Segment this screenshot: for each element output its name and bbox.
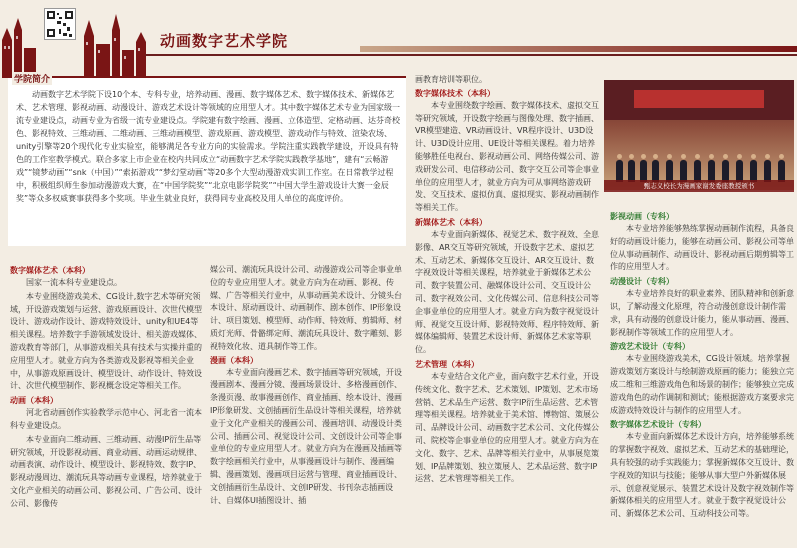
section-heading: 数字媒体艺术（本科）	[10, 266, 90, 275]
section-paragraph: 媒公司、潮流玩具设计公司、动漫游戏公司等企事业单位的专业应用型人才。就业方向为在动画、影视、传媒、广告等相关行业中，从事动画美术设计、分镜头台本设计、原动画设计、动画制作、剧本创作、IP形象设计、项目策划、模型师、动作师、特效师、剪辑师、材质灯光师、骨骼绑定师、潮流玩具设计、数字雕刻、影视特效化妆、道具制作等工作。	[210, 265, 402, 351]
campus-skyline-illustration	[0, 0, 160, 78]
section-heading: 数字媒体艺术设计（专科）	[610, 420, 706, 430]
column-1	[10, 264, 202, 512]
section-heading: 数字媒体技术（本科）	[415, 88, 495, 98]
ceremony-photo	[604, 80, 794, 190]
section-paragraph: 本专业围绕游戏美术，CG设计领域。培养掌握游戏策划方案设计与绘制游戏原画的能力；能独立完成二维和三维游戏角色和场景的制作；能够独立完成游戏角色的动作调制和测试；能根据游戏方案要求完成游戏特效设计与制作的应用型人才。	[610, 354, 794, 415]
section-paragraph: 河北省动画创作实验教学示范中心、河北省一流本科专业建设点。	[10, 408, 202, 430]
column-4	[610, 210, 794, 522]
section-paragraph: 本专业面向新媒体、视觉艺术、数字视效、全息影像、AR交互等研究领域，开设数字艺术、虚拟艺术、互动艺术、新媒体交互设计、AR交互设计、数字视效设计等相关课程，培养就业于新媒体艺术公司、数字装置公司、融媒体设计公司、交互设计公司、数字视效公司、文化传媒公司、信息科技公司等企事业单位的应用型人才。就业方向为数字视觉设计师、视觉交互设计师、影视特效师、程序特效师、新媒体编辑师、装置艺术设计师、新媒体艺术家等职位。	[415, 229, 599, 355]
section-heading: 漫画（本科）	[210, 355, 258, 365]
photo-caption: 甄志义校长为漫画家谢发委座教授颁书	[604, 180, 794, 192]
page-header	[0, 0, 797, 78]
intro-text: 动画数字艺术学院下设10个本、专科专业，培养动画、漫画、数字媒体艺术、数字媒体技术、新媒体艺术、艺术管理、影视动画、动漫设计、游戏艺术设计等领域的应用型人才。其中数字媒体艺术专业为国家级一流专业建设点，动画专业为省级一流专业建设点。学院建有数字绘画、漫画、立体造型、定格动画、达芬奇校色、影视特效、三维动画、二维动画、三维动画模型、游戏原画、游戏模型、游戏动作与特效、渲染农场、unity引擎等20个现代化专业实验室，能够满足各专业方向的实验需求。学院注重实践教学建设，开设具有特色的工作室教学模式。联合多家上市企业在校内共同成立“动画数字艺术学院实践教学基地”，建有“云畅游戏”“镜梦动画”“snk（中国）”“索拓游戏”“梦幻堂动画”等20多个大型动漫游戏实训工作室。在日常教学过程中，积极组织师生参加动漫游戏大赛，在“中国学院奖”“北京电影学院奖”“中国大学生游戏设计大赛一金辰奖”等众多权威赛事获得多个奖项。毕业生就业良好，获得同专业高校及用人单位的高度评价。	[16, 90, 400, 203]
section-paragraph: 国家一流本科专业建设点。	[26, 278, 122, 287]
section-paragraph: 画教育培训等职位。	[415, 75, 487, 84]
header-decor-bar	[360, 46, 797, 52]
section-heading: 艺术管理（本科）	[415, 359, 479, 369]
page-title: 动画数字艺术学院	[160, 32, 289, 50]
section-paragraph: 本专业面向漫画艺术、数字插画等研究领域，开设漫画剧本、漫画分镜、漫画场景设计、多格漫画创作、条漫页漫、故事漫画创作、商业插画、绘本设计、漫画IP形象研发、文创插画衍生品设计等相关课程，培养就业于文化产业相关的漫画公司、漫画培训、动漫设计类公司、插画公司、视觉设计公司、文创设计公司等企事业单位的专业应用型人才。就业方向为在漫画及插画等数字绘画相关行业中，从事漫画设计与制作、漫画编辑、漫画策划、漫画项目运营与管理、商业插画设计、文创插画衍生品设计、文创IP研发、书刊杂志插画设计、自媒体UI插图设计、插	[210, 367, 402, 505]
section-paragraph: 本专业培养良好的职业素养、团队精神和创新意识，了解动漫文化原理，符合动漫创意设计制作需求，具有动漫的创意设计能力，能从事动画、漫画、影视制作等领域工作的应用型人才。	[610, 289, 794, 337]
section-heading: 游戏艺术设计（专科）	[610, 342, 690, 352]
section-paragraph: 本专业培养能够熟练掌握动画制作流程，具备良好的动画设计能力，能够在动画公司、影视公司等单位从事动画制作、动画设计、影视动画后期剪辑等工作的应用型人才。	[610, 224, 794, 272]
section-paragraph: 本专业面向新媒体艺术设计方向，培养能够系统的掌握数字视效、虚拟艺术、互动艺术的基础理论，具有较强的动手实践能力；掌握新媒体交互设计、数字视效的知识与技能；能够从事大型户外新媒体展示、创意视觉展示、装置艺术设计及数字视效制作等新媒体相关的应用型人才。就业于数字视觉设计公司、新媒体艺术公司、互动科技公司等。	[610, 432, 794, 519]
section-paragraph: 本专业面向二维动画、三维动画、动漫IP衍生品等研究领域，开设影视动画、商业动画、动画运动规律、动画表演、动作设计、模型设计、影视特效、数字IP、影视动漫周边、潮流玩具等动画专业课程，培养就业于文化产业相关的动画公司、影视公司、广告公司、设计公司、影像传	[10, 434, 202, 508]
section-paragraph: 本专业围绕数字绘画、数字媒体技术、虚拟交互等研究领域，开设数字绘画与图像处理、数字插画、VR模型建造、VR动画设计、VR程序设计、U3D设计、U3D设计应用、UE设计等相关课程。着力培养能够胜任电视台、影视动画公司、网络传媒公司、游戏研发公司、电信移动公司、数字交互公司等企事业单位的应用型人才，就业方向为可从事网络游戏研发、交互技术、虚拟仿真、虚拟现实、影视动画制作等相关工作。	[415, 100, 599, 213]
column-2	[210, 264, 406, 508]
column-3	[415, 74, 601, 487]
intro-heading: 学院简介	[12, 72, 52, 85]
section-heading: 新媒体艺术（本科）	[415, 217, 487, 227]
section-heading: 影视动画（专科）	[610, 212, 674, 221]
section-heading: 动漫设计（专科）	[610, 277, 674, 287]
section-paragraph: 本专业围绕游戏美术、CG设计,数字艺术等研究领域，开设游戏策划与运营、游戏原画设计、次世代模型设计、游戏动作设计、游戏特效设计、unity和UE4等相关课程。培养数字手游领域发设计、相关游戏媒体、游戏教育等部门，从事游戏相关具有技术与实操并重的应用型人才。就业方向为各类游戏及影视等相关企业中，从事游戏原画设计、模型设计、动作设计、特效设计、次世代模型制作、影视概念设定等相关工作。	[10, 291, 202, 391]
section-heading: 动画（本科）	[10, 396, 58, 406]
section-paragraph: 本专业结合文化产业，面向数字艺术行业，开设传统文化、数字艺术、艺术策划、IP策划、艺术市场营销、艺术品生产运营、数字IP衍生品运营、艺术管理等相关课程。培养就业于美术馆、博物馆、策展公司、品牌设计公司、动画数字艺术公司、文化传媒公司、院校等企事业单位的应用型人才。就业方向为在文化、数字、艺术、品牌等相关行业中，从事展览策划、IP品牌策划、独立策展人、艺术品运营、数字IP运营、艺术管理等相关工作。	[415, 371, 599, 484]
qr-code-icon	[44, 8, 76, 40]
